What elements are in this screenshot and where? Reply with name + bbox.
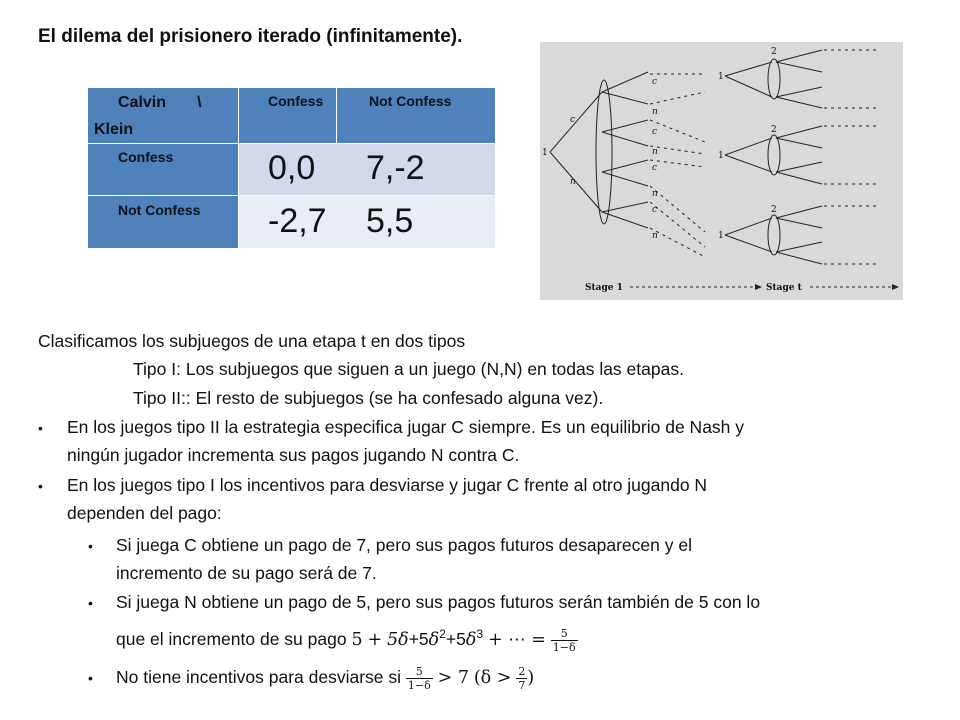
- bullet1-line2: ningún jugador incrementa sus pagos jugando N contra C.: [67, 445, 520, 465]
- formula-dots: + ⋯ =: [487, 629, 546, 650]
- intro-text: Clasificamos los subjuegos de una etapa t en dos tipos: [38, 331, 466, 351]
- slide-title: El dilema del prisionero iterado (infinitamente).: [38, 26, 463, 47]
- tree-label-n3: n: [652, 147, 658, 157]
- formula-exp2: 2: [439, 627, 446, 641]
- tree-stage-1: Stage 1: [585, 283, 623, 293]
- formula-frac-den: 1−δ: [552, 640, 576, 654]
- payoff-cn: 7,-2: [366, 149, 425, 187]
- formula-five-delta: 5δ: [387, 629, 409, 650]
- tree-label-c4: c: [652, 163, 658, 173]
- cond-frac-den: 1−δ: [407, 678, 431, 692]
- formula-exp3: 3: [476, 627, 484, 641]
- game-tree-figure: [540, 42, 903, 300]
- formula-delta-a: δ: [428, 629, 440, 650]
- corner-label-calvin: Calvin \: [118, 94, 202, 111]
- tree-label-n5: n: [652, 231, 658, 241]
- tree-node-p2-a: 2: [771, 47, 777, 57]
- bullet-dot-1: •: [38, 420, 43, 436]
- sub2-line2: [116, 620, 578, 654]
- bullet-dot-5: •: [88, 670, 93, 686]
- bullet2-line1: En los juegos tipo I los incentivos para desviarse y jugar C frente al otro jugando N: [67, 475, 708, 495]
- sub2-line1: Si juega N obtiene un pago de 5, pero sus pagos futuros serán también de 5 con lo: [116, 592, 761, 612]
- tipo2-text: Tipo II:: El resto de subjuegos (se ha confesado alguna vez).: [133, 388, 604, 408]
- tree-label-c: c: [570, 115, 576, 125]
- corner-label-klein: Klein: [94, 121, 134, 138]
- cond-frac-num: 5: [406, 665, 433, 679]
- sub3-line: [116, 663, 534, 692]
- payoff-table: [88, 88, 495, 248]
- bullet1-line1: En los juegos tipo II la estrategia especifica jugar C siempre. Es un equilibrio de Nash y: [67, 417, 745, 437]
- tree-node-p1-b: 1: [718, 151, 724, 161]
- row-label-confess: Confess: [118, 149, 174, 165]
- tree-node-p2-c: 2: [771, 205, 777, 215]
- tree-node-p1-a: 1: [718, 72, 724, 82]
- tree-label-n2: n: [652, 107, 658, 117]
- formula-plus: +: [367, 629, 383, 650]
- tree-label-n: n: [570, 177, 576, 187]
- formula-plus5-b: +5: [445, 628, 466, 649]
- tree-stage-t: Stage t: [766, 283, 802, 293]
- tree-label-c2: c: [652, 77, 658, 87]
- tree-label-n4: n: [652, 189, 658, 199]
- payoff-nn: 5,5: [366, 202, 414, 240]
- payoff-nc: -2,7: [268, 202, 327, 240]
- cond2-den: 7: [518, 678, 526, 692]
- col-label-confess: Confess: [268, 93, 324, 109]
- tipo1-text: Tipo I: Los subjuegos que siguen a un juego (N,N) en todas las etapas.: [133, 359, 684, 379]
- sub2-line2-prefix: que el incremento de su pago: [116, 628, 352, 649]
- cond-close: ): [527, 668, 535, 688]
- tree-root-label: 1: [542, 148, 548, 158]
- col-label-not-confess: Not Confess: [369, 93, 452, 109]
- game-tree-svg: [540, 42, 903, 300]
- bullet-dot-3: •: [88, 538, 93, 554]
- row-label-not-confess: Not Confess: [118, 202, 201, 218]
- tree-label-c3: c: [652, 127, 658, 137]
- cond-gt-seven: > 7: [437, 668, 469, 688]
- sub1-line1: Si juega C obtiene un pago de 7, pero sus pagos futuros desaparecen y el: [116, 535, 692, 555]
- tree-label-c5: c: [652, 205, 658, 215]
- bullet2-line2: dependen del pago:: [67, 503, 222, 523]
- payoff-cc: 0,0: [268, 149, 316, 187]
- formula-fraction: [551, 627, 578, 654]
- cond2-num: 2: [518, 664, 526, 678]
- tree-node-p1-c: 1: [718, 231, 724, 241]
- tree-node-p2-b: 2: [771, 125, 777, 135]
- cond-fraction-2-7: [516, 665, 527, 692]
- bullet-dot-2: •: [38, 478, 43, 494]
- cond-open: (δ >: [473, 668, 512, 688]
- bullet-dot-4: •: [88, 595, 93, 611]
- sub1-line2: incremento de su pago será de 7.: [116, 563, 377, 583]
- formula-frac-num: 5: [551, 627, 578, 641]
- formula-delta-b: δ: [465, 629, 477, 650]
- formula-five: 5: [351, 629, 363, 650]
- formula-plus5-a: +5: [408, 628, 429, 649]
- cond-fraction: [406, 665, 433, 692]
- sub3-prefix: No tiene incentivos para desviarse si: [116, 667, 406, 687]
